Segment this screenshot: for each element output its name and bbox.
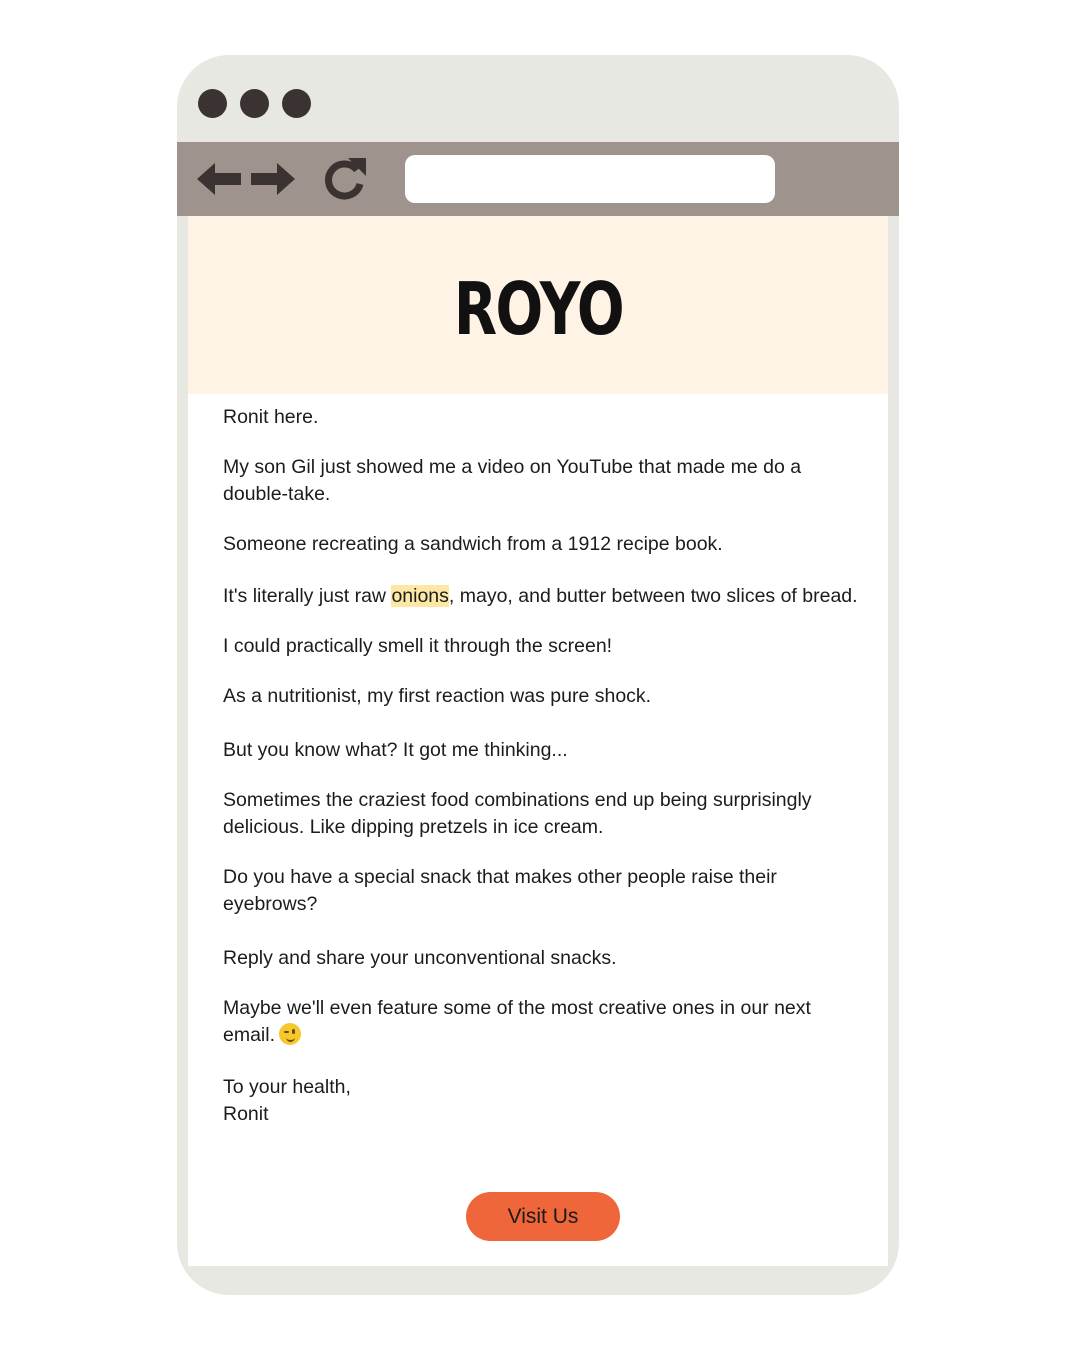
email-paragraph: Sometimes the craziest food combinations end up being surprisingly delicious. Like dipping pretzels in ice cream. — [223, 789, 812, 838]
text-run: Maybe we'll even feature some of the most creative ones in our next email. — [223, 997, 811, 1046]
forward-arrow-icon[interactable] — [251, 162, 295, 196]
email-body — [223, 404, 863, 1128]
winking-face-icon — [279, 1023, 301, 1045]
brand-banner — [188, 216, 888, 394]
email-paragraph: But you know what? It got me thinking... — [223, 739, 568, 761]
email-signature: Ronit — [223, 1103, 269, 1125]
window-dot-maximize[interactable] — [282, 89, 311, 118]
address-bar-input[interactable] — [405, 155, 775, 203]
email-paragraph: Someone recreating a sandwich from a 1912 recipe book. — [223, 533, 723, 555]
email-content — [188, 216, 888, 1266]
email-paragraph: Do you have a special snack that makes other people raise their eyebrows? — [223, 866, 777, 915]
email-paragraph: As a nutritionist, my first reaction was pure shock. — [223, 685, 652, 707]
email-signoff: To your health, — [223, 1076, 351, 1098]
email-paragraph: My son Gil just showed me a video on YouTube that made me do a double-take. — [223, 456, 802, 505]
text-run: It's literally just raw — [223, 585, 392, 607]
back-arrow-icon[interactable] — [197, 162, 241, 196]
email-greeting: Ronit here. — [223, 406, 319, 428]
reload-icon[interactable] — [320, 154, 370, 204]
brand-logo: ROYO — [453, 267, 623, 351]
browser-window — [177, 55, 899, 1295]
browser-toolbar — [177, 142, 899, 216]
email-paragraph: I could practically smell it through the screen! — [223, 635, 613, 657]
window-dot-minimize[interactable] — [240, 89, 269, 118]
email-paragraph — [223, 583, 863, 610]
visit-us-button[interactable]: Visit Us — [466, 1192, 620, 1241]
text-run: , mayo, and butter between two slices of bread. — [448, 585, 858, 607]
highlighted-word: onions — [391, 585, 449, 607]
email-paragraph: Reply and share your unconventional snacks. — [223, 947, 617, 969]
window-dot-close[interactable] — [198, 89, 227, 118]
email-paragraph — [223, 995, 863, 1049]
